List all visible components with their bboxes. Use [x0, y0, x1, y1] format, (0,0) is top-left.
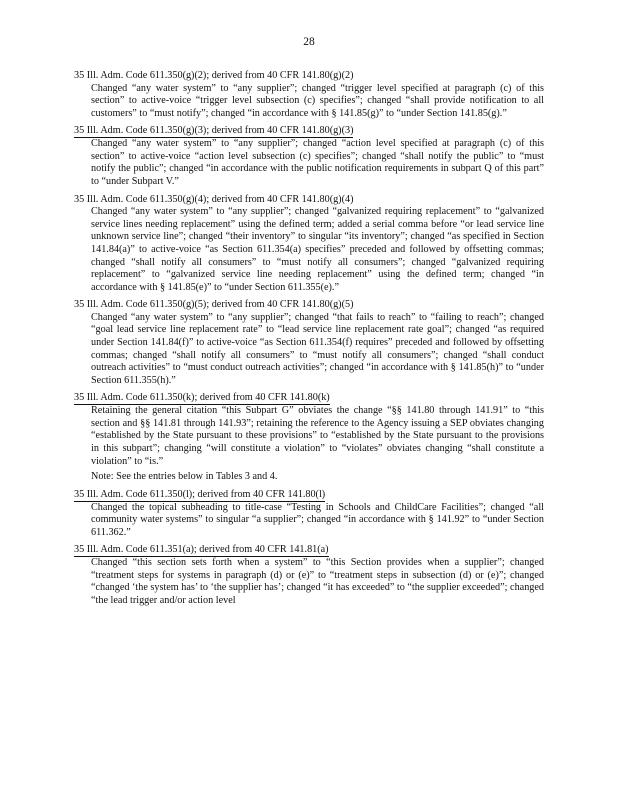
entry-body: Changed “any water system” to “any supplier”; changed “trigger level specified at paragraph (c) of this section” to active-voice “trigger level subsection (c) specifies”; changed “shall provide notification to all customers” to “must notify”; changed “in accordance with § 141.85(g)” to “under Section 141.85(g).” [91, 82, 544, 119]
entry-body: Changed “any water system” to “any supplier”; changed “that fails to reach” to “failing to reach”; changed “goal lead service line replacement rate” to “lead service line replacement rate goal”; changed “as required under Section 141.84(f)” to active-voice “as Section 611.354(f) requires” preceded and followed by offsetting commas; changed “shall notify all consumers” to “must notify all consumers”; changed “shall conduct outreach activities” to “must conduct outreach activities”; changed “in accordance with § 141.85(h)” to “under Section 611.355(h).” [91, 311, 544, 386]
entry [74, 544, 544, 607]
entry [74, 194, 544, 295]
entry [74, 489, 544, 540]
entry-heading: 35 Ill. Adm. Code 611.350(g)(4); derived from 40 CFR 141.80(g)(4) [74, 193, 354, 205]
entry-body: Changed “any water system” to “any supplier”; changed “action level specified at paragraph (c) of this section” to active-voice “action level subsection (c) specifies”; changed “shall notify the public” to “must notify the public”; changed “in accordance with the public notification requirements in subpart Q of this part” to “under Subpart V.” [91, 138, 544, 187]
entry-heading: 35 Ill. Adm. Code 611.350(g)(3); derived from 40 CFR 141.80(g)(3) [74, 125, 354, 137]
entry-heading: 35 Ill. Adm. Code 611.350(g)(2); derived from 40 CFR 141.80(g)(2) [74, 70, 354, 81]
entry [74, 70, 544, 120]
entry-heading: 35 Ill. Adm. Code 611.350(k); derived from 40 CFR 141.80(k) [74, 392, 330, 404]
entry-heading: 35 Ill. Adm. Code 611.350(l); derived from 40 CFR 141.80(l) [74, 488, 326, 500]
entries-list [74, 70, 544, 613]
entry [74, 125, 544, 188]
entry-heading: 35 Ill. Adm. Code 611.350(g)(5); derived from 40 CFR 141.80(g)(5) [74, 299, 354, 311]
entry-body: Changed “this section sets forth when a system” to “this Section provides when a supplier”; changed “treatment steps for systems in paragraph (d) or (e)” to “treatment steps in subsection (d) or (e)”; changed “changed ‘the system has’ to ‘the supplier has’; changed “it has exceeded” to “the supplier exceeded”; changed “the lead trigger and/or action level [91, 557, 544, 606]
entry [74, 392, 544, 483]
entry-note: Note: See the entries below in Tables 3 and 4. [91, 471, 278, 483]
entry [74, 299, 544, 387]
entry-heading: 35 Ill. Adm. Code 611.351(a); derived from 40 CFR 141.81(a) [74, 544, 329, 556]
entry-body: Changed “any water system” to “any supplier”; changed “galvanized requiring replacement” to “galvanized service lines needing replacement” using the defined term; added a serial comma before “or lead service line unknown service line”; changed “their inventory” to singular “its inventory”; changed “as specified in Section 141.84(a)” to active-voice “as Section 611.354(a) specifies” preceded and followed by offsetting commas; changed “shall notify all consumers” to “must notify all consumers”; changed “galvanized requiring replacement” to “galvanized service line needing replacement” using the defined term; changed “in accordance with § 141.85(e)” to “under Section 611.355(e).” [91, 206, 544, 293]
entry-body: Changed the topical subheading to title-case “Testing in Schools and ChildCare Facilities”; changed “all community water systems” to singular “a supplier”; changed “in accordance with § 141.92” to “under Section 611.362.” [91, 501, 544, 538]
page-number: 28 [303, 36, 315, 48]
entry-body: Retaining the general citation “this Subpart G” obviates the change “§§ 141.80 through 141.91” to “this section and §§ 141.81 through 141.93”; retaining the reference to the Agency issuing a SEP obviates changing “established by the State pursuant to these provisions” to “established by the State pursuant to the provisions in this subpart”; changing “will constitute a violation” to “violates” obviates changing “shall constitute a violation” to “is.” [91, 405, 544, 467]
